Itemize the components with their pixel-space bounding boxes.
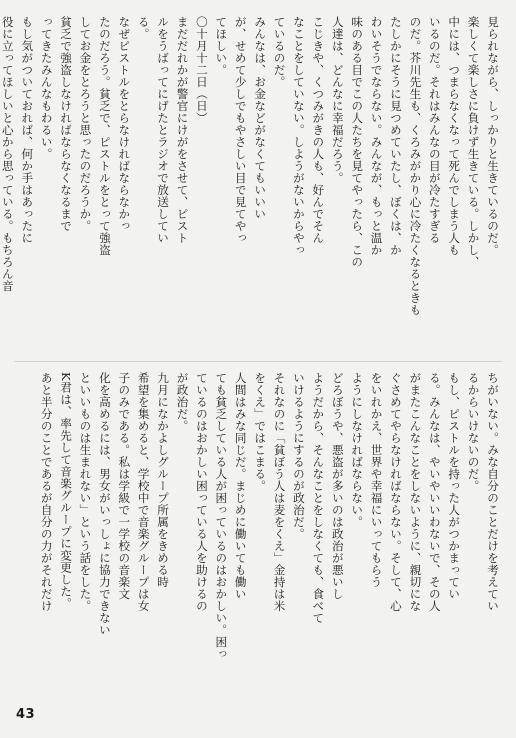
text-line: 中には、つまらなくなって死んでしまう人も (447, 16, 462, 256)
text-line: 子のみである。私は学級で一学校の音楽文 (117, 372, 132, 600)
text-line: どろぼうや、悪盗が多いのは政治が悪いし (330, 372, 345, 600)
text-line: 役に立ってほしいと心から思っている。もちろん音 (0, 16, 15, 292)
text-line: ちがいない。みな自分のことだけを考えてい (486, 372, 500, 612)
text-line: る。 (136, 16, 151, 40)
text-line: それなのに「貧ぼう人は麦をくえ」金持は米 (272, 372, 287, 612)
bottom-text-block (14, 372, 502, 708)
text-line: 人達は、どんなに幸福だろう。 (330, 16, 345, 184)
text-line: ても貧乏している人が困っているのはおかしい。困っ (214, 372, 229, 660)
text-line: もし気がついておれば、何か手はあったに (20, 16, 35, 244)
text-line: ているのはおかしい困っている人を助けるの (194, 372, 209, 612)
text-line: ているのだ。 (272, 16, 287, 88)
text-line: 味のある目でこの人たちを見てやったら、この (350, 16, 365, 268)
text-line: 〇十月十二日（日） (194, 16, 209, 124)
text-line: いるのだ。それはみんなの目が冷たすぎる (427, 16, 442, 244)
text-line: たのだろう。貧乏で、ピストルをとって強盗 (97, 16, 112, 256)
page-number: 43 (16, 707, 36, 722)
text-line: 化を高めるには、男女がいっしょに協力できない (97, 372, 112, 636)
text-line: してお金をとろうと思ったのだろうか。 (78, 16, 93, 232)
text-line: が、せめて少しでもやさしい目で見てやっ (233, 16, 248, 244)
text-line: わいそうでならない。みんなが、もっと温か (369, 16, 384, 256)
text-line: K君は、率先して音楽グループに変更した。 (59, 372, 74, 610)
text-line: こじきや、くつみがきの人も、好んでそん (311, 16, 326, 244)
text-line: 人間はみな同じだ。まじめに働いても働い (233, 372, 248, 600)
text-line: まだだれかが警官にけがをさせて、ピスト (175, 16, 190, 244)
text-line: 希望を集めると、学校中で音楽グループは女 (136, 372, 151, 612)
text-line: ルをうばってにげたとラジオで放送してい (156, 16, 171, 244)
text-line: もし、ピストルを持った人がつかまってい (447, 372, 462, 600)
text-line: ぐさめてやらなければならない。そして、心 (388, 372, 403, 612)
text-line: なことをしていない。しようがないからやっ (291, 16, 306, 256)
text-line: をいれかえ、世界や幸福にいってもらう (369, 372, 384, 588)
top-text-block (0, 16, 502, 352)
text-line: たしかにそうに見つめていたし、ぼくは、か (388, 16, 403, 256)
text-line: るからいけないのだ。 (466, 372, 481, 492)
text-line: ようだから、そんなことをしなくても、食べて (311, 372, 326, 624)
text-line: ようにしなければならない。 (350, 372, 365, 528)
text-line: 貧乏で強盗しなければならなくなるまで (59, 16, 74, 232)
text-line: 見られながら、しっかりと生きているのだ。 (486, 16, 500, 256)
text-line: のだ。芥川先生も、くろみがかり心に冷たくなるときも (408, 16, 423, 316)
text-line: ってきたみんなもわるい。 (39, 16, 54, 160)
text-line: が政治だ。 (175, 372, 190, 432)
section-divider (14, 361, 502, 362)
text-line: といいものは生まれない」という話をした。 (78, 372, 93, 612)
text-line: みんなは、お金などがなくてもいいい (253, 16, 268, 220)
text-line: る。みんなは、やいやいいわないで、その人 (427, 372, 442, 612)
text-line: がまたこんなことをしないように、親切にな (408, 372, 423, 612)
text-line: いけるようにするのが政治だ。 (291, 372, 306, 540)
text-line: てほしい。 (214, 16, 229, 76)
text-line: 九月になかよしグループ所属をきめる時 (156, 372, 171, 588)
text-line: あと半分のことであるが自分の力がそれだけ (39, 372, 54, 612)
text-line: なぜピストルをとらなければならなかっ (117, 16, 132, 232)
text-line: 楽しくて楽しさに負けず生きている。しかし、 (466, 16, 481, 268)
text-line: をくえ」ではこまる。 (253, 372, 268, 492)
